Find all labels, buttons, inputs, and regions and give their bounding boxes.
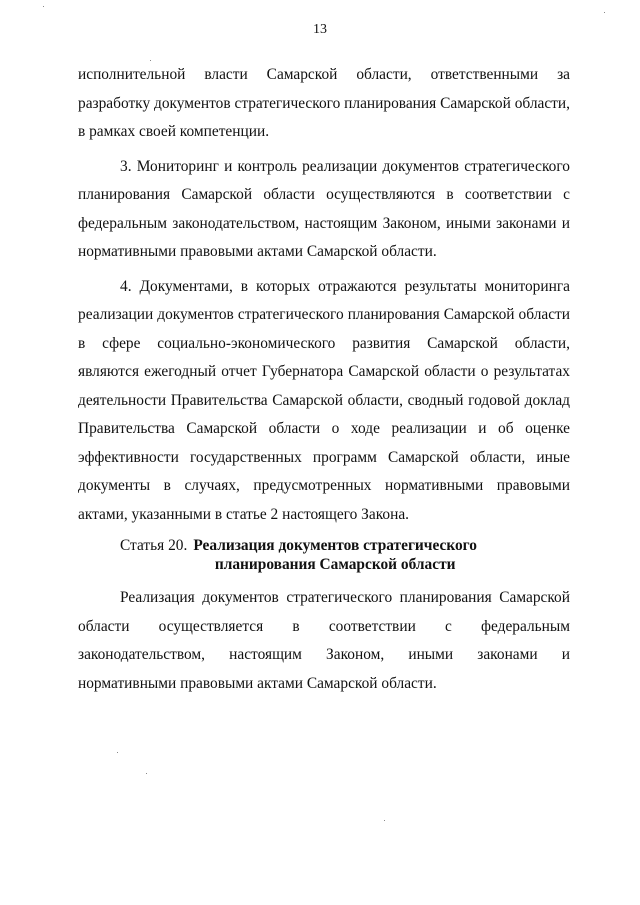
article-title-line-1: Реализация документов стратегического (193, 537, 477, 554)
paragraph-continuation: исполнительной власти Самарской области, ответственными за разработку документов стратегического планирования Самарской области, в рамках своей компетенции. (78, 66, 570, 140)
article-heading (120, 536, 570, 574)
scan-speck (146, 773, 147, 774)
scan-speck (43, 6, 44, 7)
article-text: Реализация документов стратегического планирования Самарской области осуществляется в соответствии с федеральным законодательством, настоящим Законом, иными законами и нормативными правовыми актами Самарской области. (78, 589, 570, 692)
scan-speck (384, 820, 385, 821)
document-body (78, 61, 570, 698)
article-title (193, 536, 477, 574)
paragraph-item-3: 3. Мониторинг и контроль реализации документов стратегического планирования Самарской области осуществляются в соответствии с федеральным законодательством, настоящим Законом, иными законами и нормативными правовыми актами Самарской области. (78, 157, 570, 260)
scan-speck (117, 752, 118, 753)
page-number: 13 (313, 22, 327, 37)
article-title-line-2: планирования Самарской области (214, 556, 456, 573)
article-label: Статья 20. (120, 537, 188, 554)
scan-speck (604, 12, 605, 13)
paragraph-item-4: 4. Документами, в которых отражаются результаты мониторинга реализации документов стратегического планирования Самарской области в сфере социально-экономического развития Самарской области, являются ежегодный отчет Губернатора Самарской области о результатах деятельности Правительства Самарской области, сводный годовой доклад Правительства Самарской области о ходе реализации и об оценке эффективности государственных программ Самарской области, иные документы в случаях, предусмотренных нормативными правовыми актами, указанными в статье 2 настоящего Закона. (78, 277, 570, 523)
scan-speck (150, 60, 151, 61)
